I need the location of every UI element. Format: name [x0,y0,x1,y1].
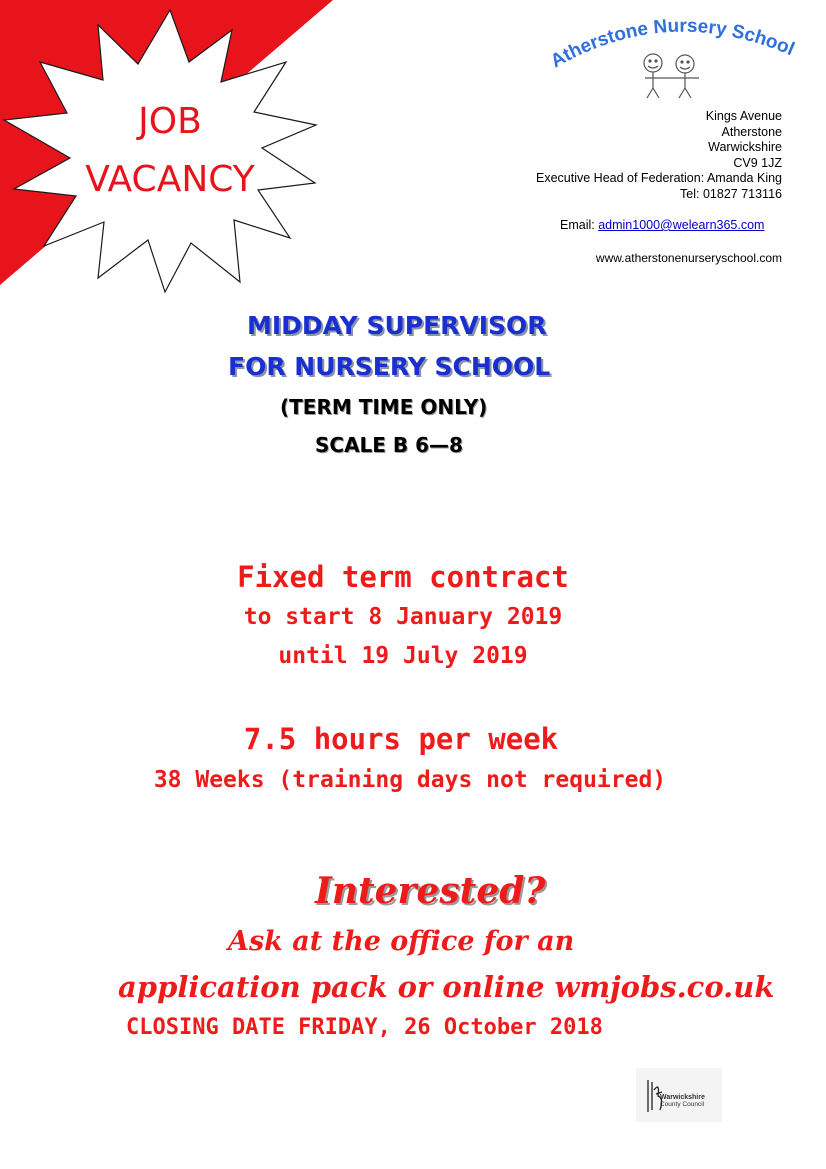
address-postcode: CV9 1JZ [733,155,782,170]
banner-vacancy-text: VACANCY [85,159,255,200]
term-time-text: (TERM TIME ONLY) [280,395,488,419]
ask-office-text: Ask at the office for an [228,926,575,957]
role-title-line2: FOR NURSERY SCHOOL [228,352,551,381]
telephone: Tel: 01827 713116 [680,186,782,201]
school-name-logo-text: Atherstone Nursery School [547,15,798,73]
closing-date-text: CLOSING DATE FRIDAY, 26 October 2018 [126,1015,603,1040]
email-line [560,218,764,232]
school-address [522,109,782,202]
interested-heading: Interested? [315,870,546,912]
contract-start-date: to start 8 January 2019 [243,604,563,630]
contract-end-date: until 19 July 2019 [278,643,528,669]
pay-scale-text: SCALE B 6—8 [315,433,463,457]
council-line2: County Council [660,1101,705,1108]
children-drawing-icon [644,54,699,98]
application-pack-text: application pack or online wmjobs.co.uk [118,970,775,1004]
email-link[interactable]: admin1000@welearn365.com [598,218,765,232]
school-logo [545,8,815,100]
executive-head: Executive Head of Federation: Amanda King [536,171,782,185]
banner-job-text: JOB [138,101,202,142]
role-title-line1: MIDDAY SUPERVISOR [247,311,547,340]
weeks-text: 38 Weeks (training days not required) [153,767,667,793]
council-name [660,1094,705,1108]
council-line1: Warwickshire [660,1094,705,1101]
website-text: www.atherstonenurseryschool.com [595,251,782,265]
address-county: Warwickshire [708,140,782,154]
address-street: Kings Avenue [705,109,782,123]
email-label: Email: [560,218,599,232]
hours-per-week: 7.5 hours per week [243,722,559,756]
contract-title: Fixed term contract [237,560,569,594]
address-town: Atherstone [721,124,782,139]
job-vacancy-starburst [0,0,340,300]
